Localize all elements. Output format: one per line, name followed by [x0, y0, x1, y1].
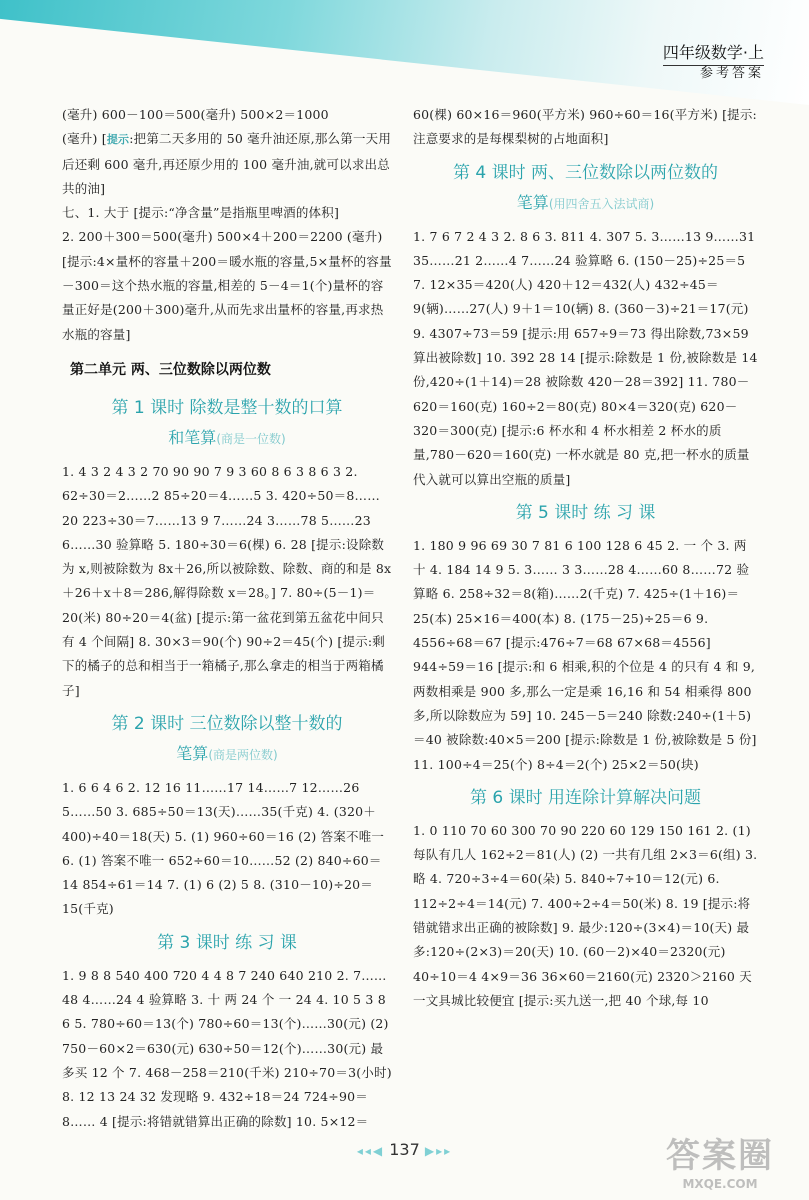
lesson-5-title: [413, 498, 758, 528]
lesson-4-line1: 第 4 课时 两、三位数除以两位数的: [452, 162, 719, 183]
next-arrows-icon: ▶▸▸: [424, 1144, 453, 1158]
grade-title: 四年级数学·上: [663, 40, 764, 66]
lesson-6-title: [413, 783, 758, 813]
lesson-1-title: [62, 393, 392, 454]
left-column: [62, 103, 392, 1134]
lesson-1-answers: 1. 4 3 2 4 3 2 70 90 90 7 9 3 60 8 6 3 8 6 3 2. 62÷30＝2……2 85÷20＝4……5 3. 420÷50＝8……20 223÷30＝7……13 9 7……24 3……78 5……23 6……30 验算略 5. 180÷30＝6(棵) 6. 28 [提示:设除数为 x,则被除数为 8x＋26,所以被除数、除数、商的和是 8x＋26＋x＋8＝286,解得除数 x＝28。] 7. 80÷(5－1)＝20(米) 80÷20＝4(盆) [提示:第一盆花到第五盆花中间只有 4 个间隔] 8. 30×3＝90(个) 90÷2＝45(个) [提示:剩下的橘子的总和相当于一箱橘子,那么拿走的相当于两箱橘子]: [62, 463, 392, 698]
lesson-4-line2: [413, 188, 758, 219]
lesson-1-line1: 第 1 课时 除数是整十数的口算: [111, 397, 343, 418]
left-para-2-start: (毫升) [: [62, 131, 107, 147]
watermark-logo: [645, 1135, 795, 1195]
unit-title: 第二单元 两、三位数除以两位数: [70, 361, 271, 378]
lesson-3-line1: 第 3 课时 练 习 课: [157, 932, 297, 953]
right-para-1: 60(棵) 60×16＝960(平方米) 960÷60＝16(平方米) [提示:注意要求的是每棵梨树的占地面积]: [413, 107, 757, 147]
left-para-3a: 七、1. 大于 [提示:“净含量”是指瓶里啤酒的体积]: [62, 205, 340, 221]
right-column: [413, 103, 758, 1013]
lesson-6-answers: 1. 0 110 70 60 300 70 90 220 60 129 150 161 2. (1) 每队有几人 162÷2＝81(人) (2) 一共有几组 2×3＝6(组) 3. 略 4. 720÷3÷4＝60(朵) 5. 840÷7÷10＝12(元) 6. 112÷2÷4＝14(元) 7. 400÷2÷4＝50(米) 8. 19 [提示:将错就错求出正确的被除数] 9. 最少:120÷(3×4)＝10(天) 最多:120÷(2×3)＝20(天) 10. (60－2)×40＝2320(元) 40÷10＝4 4×9＝36 36×60＝2160(元) 2320＞2160 天一文具城比较便宜 [提示:买九送一,把 40 个球,每 10: [413, 822, 758, 1008]
lesson-6-line1: 第 6 课时 用连除计算解决问题: [469, 787, 702, 808]
lesson-3-title: [62, 928, 392, 958]
lesson-1-note: (商是一位数): [216, 431, 286, 446]
lesson-1-line2: [62, 423, 392, 454]
left-para-2: [62, 127, 392, 201]
left-para-3b: 2. 200＋300＝500(毫升) 500×4＋200＝2200 (毫升) [提示:4×量杯的容量＋200＝暖水瓶的容量,5×量杯的容量－300＝这个热水瓶的容量,相差的 5－4＝1(个)量杯的容量正好是(200＋300)毫升,从而先求出量杯的容量,再求热水瓶的容量]: [62, 229, 392, 342]
lesson-2-line2-main: 笔算: [176, 743, 209, 763]
lesson-5-line1: 第 5 课时 练 习 课: [515, 502, 656, 523]
lesson-2-note: (商是两位数): [208, 747, 278, 762]
lesson-1-line2-main: 和笔算: [168, 427, 217, 447]
lesson-4-answers: 1. 7 6 7 2 4 3 2. 8 6 3. 811 4. 307 5. 3……13 9……31 35……21 2……4 7……24 验算略 6. (150－25)÷25＝5 7. 12×35＝420(人) 420＋12＝432(人) 432÷45＝9(辆)……27(人) 9＋1＝10(辆) 8. (360－3)÷21＝17(元) 9. 4307÷73＝59 [提示:用 657÷9＝73 得出除数,73×59 算出被除数] 10. 392 28 14 [提示:除数是 1 份,被除数是 14 份,420÷(1＋14)＝28 被除数 420－28＝392] 11. 780－620＝160(克) 160÷2＝80(克) 80×4＝320(克) 620－320＝300(克) [提示:6 杯水和 4 杯水相差 2 杯水的质量,780－620＝160(克) 一杯水就是 80 克,把一杯水的质量代入就可以算出空瓶的质量]: [413, 228, 758, 487]
lesson-5-answers: 1. 180 9 96 69 30 7 81 6 100 128 6 45 2. 一 个 3. 两 十 4. 184 14 9 5. 3…… 3 3……28 4……60 8……72 验算略 6. 258÷32＝8(箱)……2(千克) 7. 425÷(1＋16)＝25(本) 25×16＝400(本) 8. (175－25)÷25＝6 9. 4556÷68＝67 [提示:476÷7＝68 67×68＝4556] 944÷59＝16 [提示:和 6 相乘,积的个位是 4 的只有 4 和 9,两数相乘是 900 多,那么一定是乘 16,16 和 54 相乘得 800 多,所以除数应为 59] 10. 245－5＝240 除数:240÷(1＋5)＝40 被除数:40×5＝200 [提示:除数是 1 份,被除数是 5 份] 11. 100÷4＝25(个) 8÷4＝2(个) 25×2＝50(块): [413, 537, 757, 772]
lesson-2-line1: 第 2 课时 三位数除以整十数的: [111, 713, 343, 734]
prev-arrows-icon: ◂◂◀: [356, 1144, 385, 1158]
left-para-2-rest: :把第二天多用的 50 毫升油还原,那么第一天用后还剩 600 毫升,再还原少用的 100 毫升油,就可以求出总共的油]: [62, 131, 392, 196]
answer-subtitle: 参考答案: [699, 66, 764, 81]
page-number: 137: [389, 1140, 420, 1159]
hint-label: 提示: [106, 133, 130, 147]
lesson-4-line2-main: 笔算: [516, 192, 549, 212]
left-para-1: (毫升) 600－100＝500(毫升) 500×2＝1000: [62, 107, 329, 122]
lesson-4-title: [413, 158, 758, 219]
lesson-2-answers: 1. 6 6 4 6 2. 12 16 11……17 14……7 12……26 5……50 3. 685÷50＝13(天)……35(千克) 4. (320＋400)÷40＝18(天) 5. (1) 960÷60＝16 (2) 答案不唯一 6. (1) 答案不唯一 652÷60＝10……52 (2) 840÷60＝14 854÷61＝14 7. (1) 6 (2) 5 8. (310－10)÷20＝15(千克): [62, 779, 385, 917]
watermark-brand: 答案圈: [666, 1136, 774, 1176]
lesson-4-note: (用四舍五入法试商): [548, 196, 655, 211]
lesson-3-answers: 1. 9 8 8 540 400 720 4 4 8 7 240 640 210 2. 7……48 4……24 4 验算略 3. 十 两 24 个 一 24 4. 10 5 3 8 6 5. 780÷60＝13(个) 780÷60＝13(个)……30(元) (2) 750－60×2＝630(元) 630÷50＝12(个)……30(元) 最多买 12 个 7. 468－258＝210(千米) 210÷70＝3(小时) 8. 12 13 24 32 发现略 9. 432÷18＝24 724÷90＝8…… 4 [提示:将错就错算出正确的除数] 10. 5×12＝: [62, 967, 392, 1129]
lesson-2-title: [62, 709, 392, 770]
watermark-url: MXQE.COM: [682, 1177, 758, 1191]
lesson-2-line2: [62, 739, 392, 770]
